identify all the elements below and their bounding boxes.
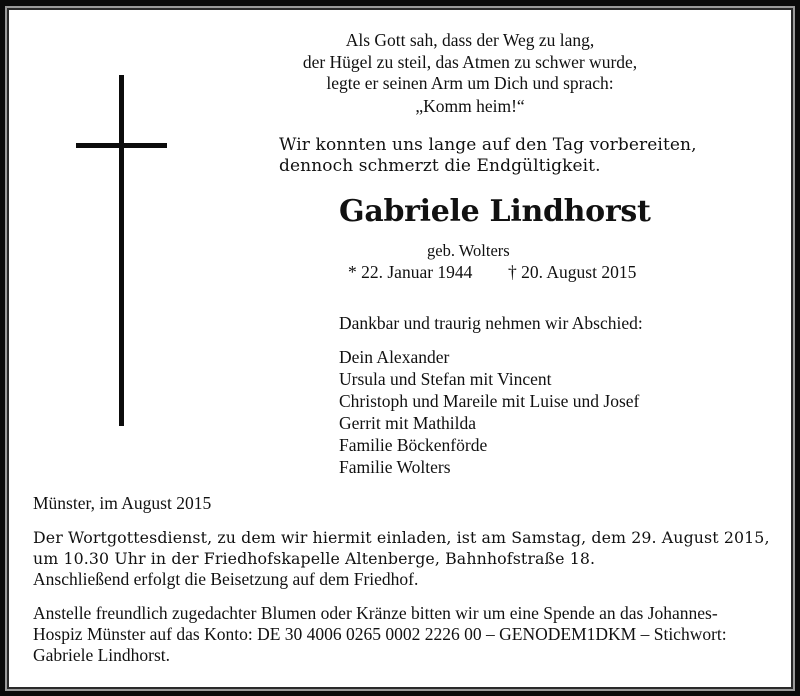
maiden-name: geb. Wolters — [427, 241, 510, 260]
mourner-name: Christoph und Mareile mit Luise und Josef — [339, 391, 640, 411]
donation-line: Gabriele Lindhorst. — [33, 645, 171, 665]
mourner-name: Dein Alexander — [339, 347, 450, 367]
service-line: Anschließend erfolgt die Beisetzung auf dem Friedhof. — [33, 569, 419, 589]
cross-icon-horizontal — [76, 143, 167, 148]
service-line: Der Wortgottesdienst, zu dem wir hiermit einladen, ist am Samstag, dem 29. August 2015, — [33, 528, 770, 547]
mourner-name: Gerrit mit Mathilda — [339, 413, 477, 433]
birth-date: * 22. Januar 1944 — [348, 262, 473, 282]
place-date: Münster, im August 2015 — [33, 493, 212, 513]
mourner-name: Familie Wolters — [339, 457, 451, 477]
intro-line: Wir konnten uns lange auf den Tag vorbereiten, — [279, 135, 697, 155]
intro-line: dennoch schmerzt die Endgültigkeit. — [279, 156, 601, 176]
mourner-name: Familie Böckenförde — [339, 435, 488, 455]
mourner-name: Ursula und Stefan mit Vincent — [339, 369, 552, 389]
poem-line: legte er seinen Arm um Dich und sprach: — [326, 73, 614, 93]
deceased-name: Gabriele Lindhorst — [339, 194, 651, 229]
death-date: † 20. August 2015 — [508, 262, 637, 282]
donation-line: Anstelle freundlich zugedachter Blumen oder Kränze bitten wir um eine Spende an das Johannes- — [33, 603, 718, 623]
poem-line: „Komm heim!“ — [415, 96, 525, 116]
cross-icon-vertical — [119, 75, 124, 426]
service-line: um 10.30 Uhr in der Friedhofskapelle Altenberge, Bahnhofstraße 18. — [33, 549, 596, 568]
mourners-heading: Dankbar und traurig nehmen wir Abschied: — [339, 313, 643, 333]
donation-line: Hospiz Münster auf das Konto: DE 30 4006 0265 0002 2226 00 – GENODEM1DKM – Stichwort: — [33, 624, 727, 644]
obituary-notice — [9, 10, 791, 687]
poem-line: Als Gott sah, dass der Weg zu lang, — [345, 30, 595, 50]
poem-line: der Hügel zu steil, das Atmen zu schwer wurde, — [302, 52, 638, 72]
